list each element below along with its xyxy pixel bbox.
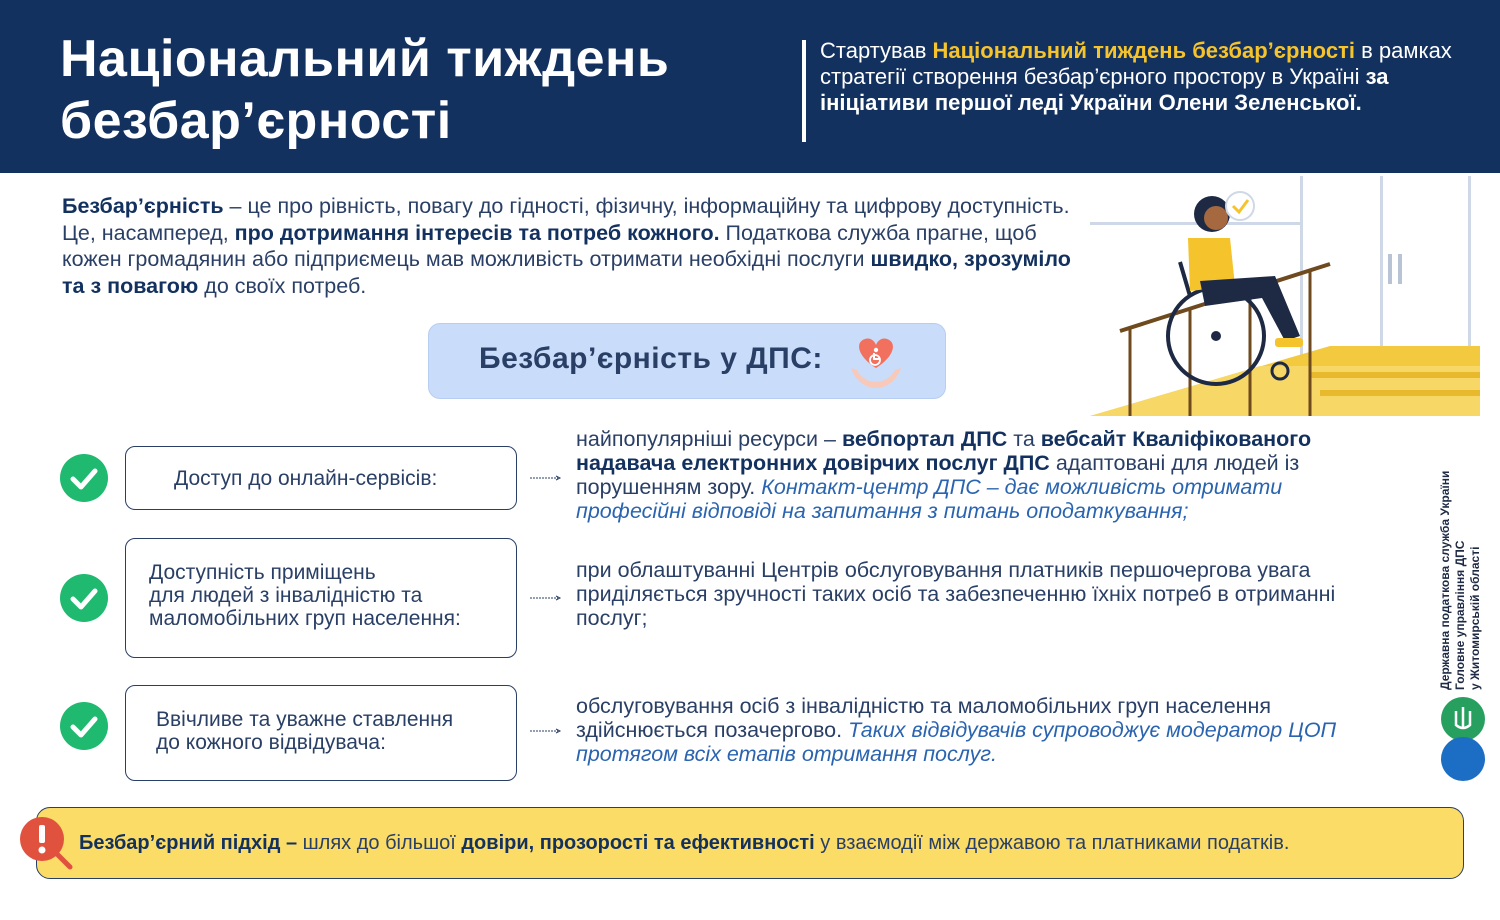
text-run: до своїх потреб. [198, 273, 367, 298]
heart-hands-icon [847, 332, 905, 392]
organization-vertical-text [1438, 450, 1498, 690]
text-run: Національний тиждень безбар’єрності [932, 38, 1355, 63]
text-run: – це про рівність, повагу до гідності, фізичну, інформаційну та цифрову доступність. Це, насамперед, [62, 194, 1070, 245]
arrow-right-icon [530, 474, 562, 482]
text-run: та [1007, 427, 1041, 451]
service-box-online [125, 446, 517, 510]
service-label-line: Доступ до онлайн-сервісів: [174, 467, 438, 490]
text-run: вебсайт Кваліфікованого надавача електронних довірчих послуг ДПС [576, 427, 1312, 475]
service-label-line: до кожного відвідувача: [156, 731, 386, 754]
service-label-line: для людей з інвалідністю та [149, 584, 423, 607]
arrow-right-icon [530, 594, 562, 602]
text-run: про дотримання інтересів та потреб кожного. [234, 220, 720, 245]
text-run: Таких відвідувачів супроводжує модератор ЦОП протягом всіх етапів отримання послуг. [576, 718, 1337, 766]
service-box-premises [125, 538, 517, 658]
wheelchair-illustration [1090, 176, 1480, 416]
text-run: при облаштуванні Центрів обслуговування платників першочергова увага приділяється зручності таких осіб та забезпеченню їхніх потреб в отриманні послуг; [576, 558, 1336, 630]
alert-icon [18, 815, 74, 871]
org-name-line: Головне управління ДПС [1453, 540, 1467, 690]
text-run: швидко, зрозуміло та з повагою [62, 247, 1071, 298]
text-run: адаптовані для людей із порушенням зору. [576, 451, 1300, 499]
text-run: Стартував [820, 38, 933, 63]
page-title: Національний тиждень безбар’єрності [60, 30, 670, 150]
header-description [820, 38, 1460, 116]
text-run: Податкова служба прагне, щоб кожен громадянин або підприємець мав можливість отримати необхідні послуги [62, 220, 1037, 271]
org-name-line: у Житомирській області [1468, 546, 1482, 690]
intro-paragraph [62, 193, 1092, 299]
service-description-attitude [576, 694, 1396, 766]
check-circle-icon [60, 574, 108, 622]
text-run: вебпортал ДПС [841, 427, 1008, 451]
service-description-online [576, 427, 1396, 523]
organization-logo-icon [1441, 737, 1485, 781]
text-run: Безбар’єрність [62, 194, 224, 218]
dps-pill-label: Безбар’єрність у ДПС: [479, 342, 823, 375]
text-run: довіри, прозорості та ефективності [461, 832, 815, 854]
text-run: найпопулярніші ресурси – [576, 427, 842, 451]
text-run: в рамках стратегії створення безбар’єрного простору в Україні [820, 38, 1452, 89]
org-name-line: Державна податкова служба України [1438, 470, 1452, 690]
header-divider [802, 40, 806, 142]
text-run: шлях до більшої [297, 832, 462, 854]
text-run: у взаємодії між державою та платниками податків. [814, 832, 1290, 854]
service-label-line: маломобільних груп населення: [149, 607, 461, 630]
service-box-attitude [125, 685, 517, 781]
service-description-premises [576, 558, 1396, 630]
header-banner [0, 0, 1500, 173]
check-circle-icon [60, 702, 108, 750]
arrow-right-icon [530, 727, 562, 735]
text-run: Безбар’єрний підхід – [79, 832, 298, 854]
banner-text [79, 831, 1459, 855]
text-run: Контакт-центр ДПС – дає можливість отримати професійні відповіді на запитання з питань оподаткування; [576, 475, 1283, 523]
check-circle-icon [60, 454, 108, 502]
service-label-line: Ввічливе та уважне ставлення [156, 708, 454, 731]
trident-logo-icon [1441, 697, 1485, 741]
text-run: за ініціативи першої леді України Олени Зеленської. [820, 64, 1389, 115]
service-label-line: Доступність приміщень [149, 561, 376, 584]
bottom-banner [36, 807, 1464, 879]
text-run: обслуговування осіб з інвалідністю та маломобільних груп населення здійснюється позачергово. [576, 694, 1272, 742]
dps-accessibility-pill [428, 323, 946, 399]
